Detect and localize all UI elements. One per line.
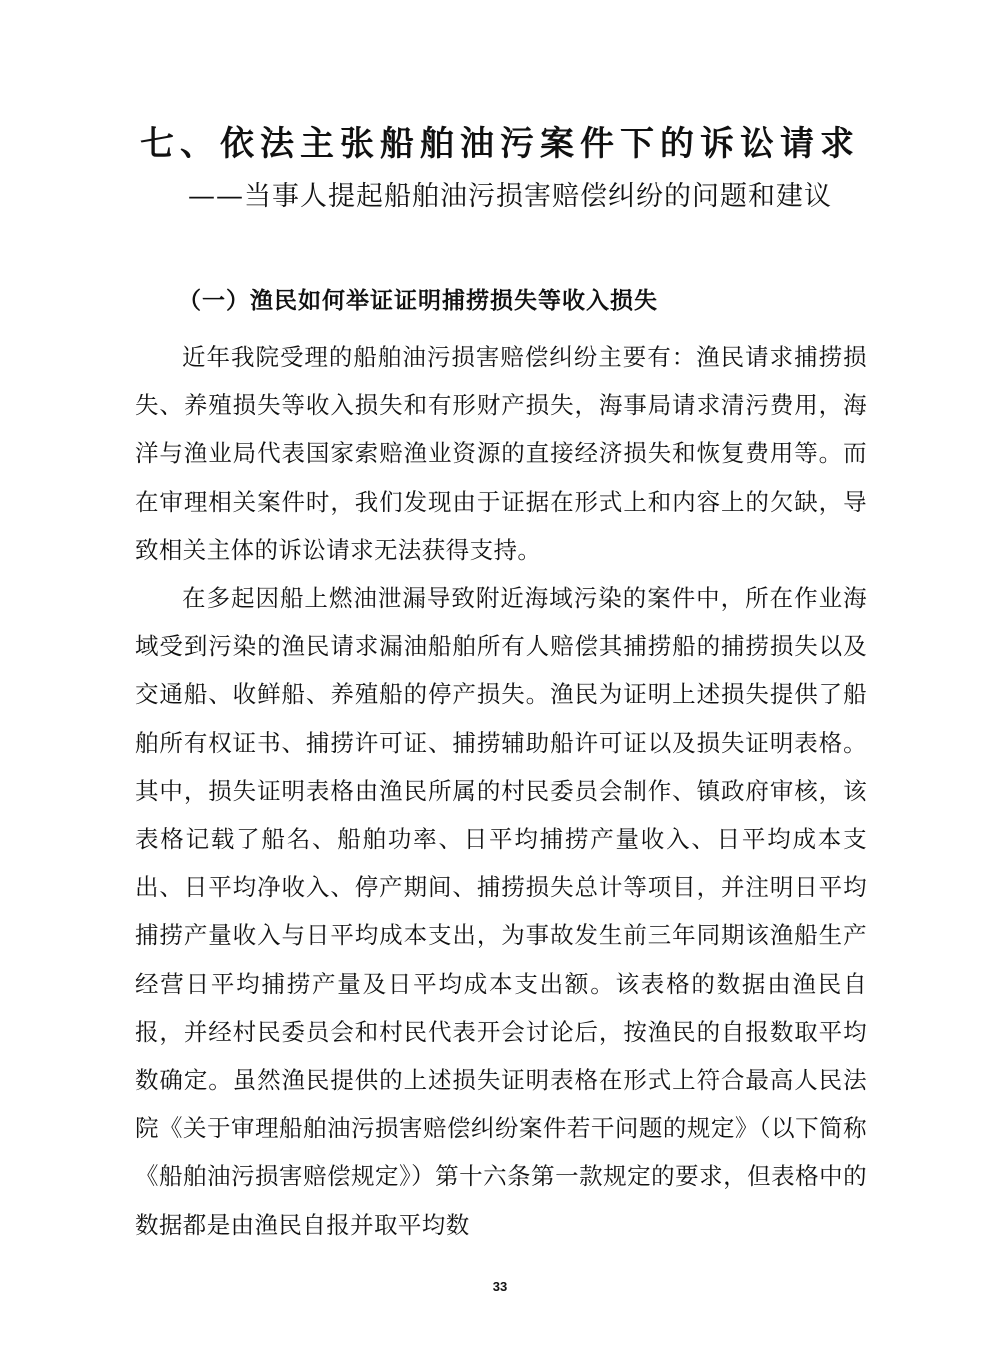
page-subtitle: ——当事人提起船舶油污损害赔偿纠纷的问题和建议: [188, 181, 832, 212]
page-number: 33: [492, 1279, 508, 1294]
body-text: [135, 333, 867, 1249]
paragraph: 在多起因船上燃油泄漏导致附近海域污染的案件中，所在作业海域受到污染的渔民请求漏油船舶所有人赔偿其捕捞船的捕捞损失以及交通船、收鲜船、养殖船的停产损失。渔民为证明上述损失提供了船舶所有权证书、捕捞许可证、捕捞辅助船许可证以及损失证明表格。其中，损失证明表格由渔民所属的村民委员会制作、镇政府审核，该表格记载了船名、船舶功率、日平均捕捞产量收入、日平均成本支出、日平均净收入、停产期间、捕捞损失总计等项目，并注明日平均捕捞产量收入与日平均成本支出，为事故发生前三年同期该渔船生产经营日平均捕捞产量及日平均成本支出额。该表格的数据由渔民自报，并经村民委员会和村民代表开会讨论后，按渔民的自报数取平均数确定。虽然渔民提供的上述损失证明表格在形式上符合最高人民法院《关于审理船舶油污损害赔偿纠纷案件若干问题的规定》（以下简称《船舶油污损害赔偿规定》）第十六条第一款规定的要求，但表格中的数据都是由渔民自报并取平均数: [135, 584, 867, 1239]
page-title: 七、依法主张船舶油污案件下的诉讼请求: [140, 124, 860, 164]
section-heading: （一）渔民如何举证证明捕捞损失等收入损失: [178, 287, 658, 314]
paragraph: 近年我院受理的船舶油污损害赔偿纠纷主要有：渔民请求捕捞损失、养殖损失等收入损失和有形财产损失，海事局请求清污费用，海洋与渔业局代表国家索赔渔业资源的直接经济损失和恢复费用等。而在审理相关案件时，我们发现由于证据在形式上和内容上的欠缺，导致相关主体的诉讼请求无法获得支持。: [135, 343, 867, 564]
